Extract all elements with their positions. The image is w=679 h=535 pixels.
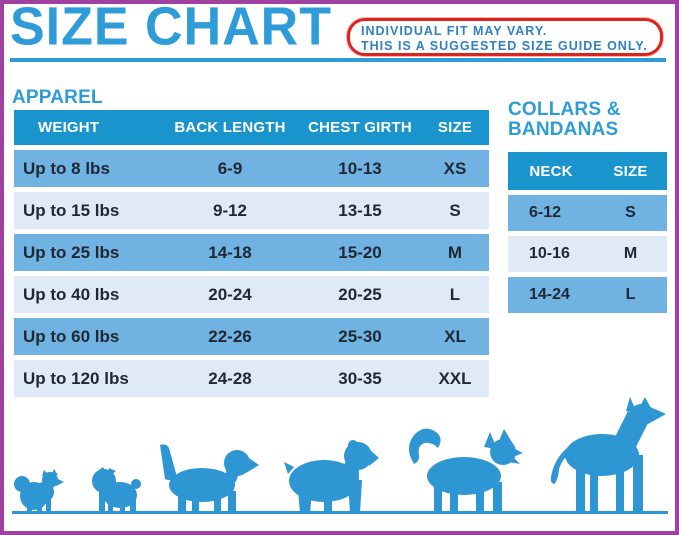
column-header-neck: NECK — [508, 152, 594, 190]
cell-size: M — [421, 234, 489, 271]
cell-size: L — [421, 276, 489, 313]
cell-size: M — [594, 236, 667, 272]
cell-size: XL — [421, 318, 489, 355]
cell-weight: Up to 25 lbs — [14, 234, 161, 271]
cell-chest-girth: 10-13 — [299, 150, 421, 187]
column-header-size: SIZE — [421, 110, 489, 145]
cell-weight: Up to 120 lbs — [14, 360, 161, 397]
cell-neck: 10-16 — [508, 236, 594, 272]
beagle-dog-icon — [152, 443, 259, 513]
table-row — [508, 236, 667, 272]
cell-chest-girth: 20-25 — [299, 276, 421, 313]
collars-heading-line-2: BANDANAS — [508, 119, 619, 140]
cell-back-length: 14-18 — [161, 234, 299, 271]
table-row — [14, 318, 489, 355]
cocker-spaniel-dog-icon — [282, 436, 379, 513]
cell-back-length: 6-9 — [161, 150, 299, 187]
title-underline — [10, 58, 666, 62]
table-row — [14, 192, 489, 229]
column-header-size: SIZE — [594, 152, 667, 190]
apparel-size-table — [14, 105, 489, 402]
cell-back-length: 22-26 — [161, 318, 299, 355]
table-row — [14, 276, 489, 313]
cell-size: S — [594, 195, 667, 231]
table-row — [14, 360, 489, 397]
pomeranian-dog-icon — [13, 467, 65, 513]
apparel-heading: APPAREL — [12, 87, 103, 108]
pug-dog-icon — [89, 465, 141, 513]
cell-chest-girth: 25-30 — [299, 318, 421, 355]
page-title: SIZE CHART — [10, 0, 332, 58]
great-dane-dog-icon — [540, 397, 667, 513]
cell-chest-girth: 15-20 — [299, 234, 421, 271]
ground-line — [12, 511, 668, 514]
cell-back-length: 9-12 — [161, 192, 299, 229]
column-header-back-length: BACK LENGTH — [161, 110, 299, 145]
column-header-weight: WEIGHT — [14, 110, 161, 145]
collars-heading-line-1: COLLARS & — [508, 99, 621, 120]
cell-chest-girth: 13-15 — [299, 192, 421, 229]
apparel-header-row — [14, 110, 489, 145]
collars-bandanas-heading — [508, 100, 621, 140]
cell-weight: Up to 60 lbs — [14, 318, 161, 355]
cell-chest-girth: 30-35 — [299, 360, 421, 397]
cell-neck: 14-24 — [508, 277, 594, 313]
cell-size: L — [594, 277, 667, 313]
table-row — [508, 277, 667, 313]
cell-neck: 6-12 — [508, 195, 594, 231]
cell-weight: Up to 40 lbs — [14, 276, 161, 313]
disclaimer-callout — [347, 18, 663, 56]
cell-back-length: 24-28 — [161, 360, 299, 397]
cell-size: S — [421, 192, 489, 229]
husky-dog-icon — [404, 422, 523, 513]
collars-size-table — [508, 147, 667, 318]
cell-size: XS — [421, 150, 489, 187]
collars-header-row — [508, 152, 667, 190]
table-row — [14, 234, 489, 271]
table-row — [508, 195, 667, 231]
column-header-chest-girth: CHEST GIRTH — [299, 110, 421, 145]
disclaimer-line-2: THIS IS A SUGGESTED SIZE GUIDE ONLY. — [361, 39, 648, 53]
cell-weight: Up to 8 lbs — [14, 150, 161, 187]
cell-size: XXL — [421, 360, 489, 397]
table-row — [14, 150, 489, 187]
cell-weight: Up to 15 lbs — [14, 192, 161, 229]
cell-back-length: 20-24 — [161, 276, 299, 313]
disclaimer-line-1: INDIVIDUAL FIT MAY VARY. — [361, 24, 548, 38]
